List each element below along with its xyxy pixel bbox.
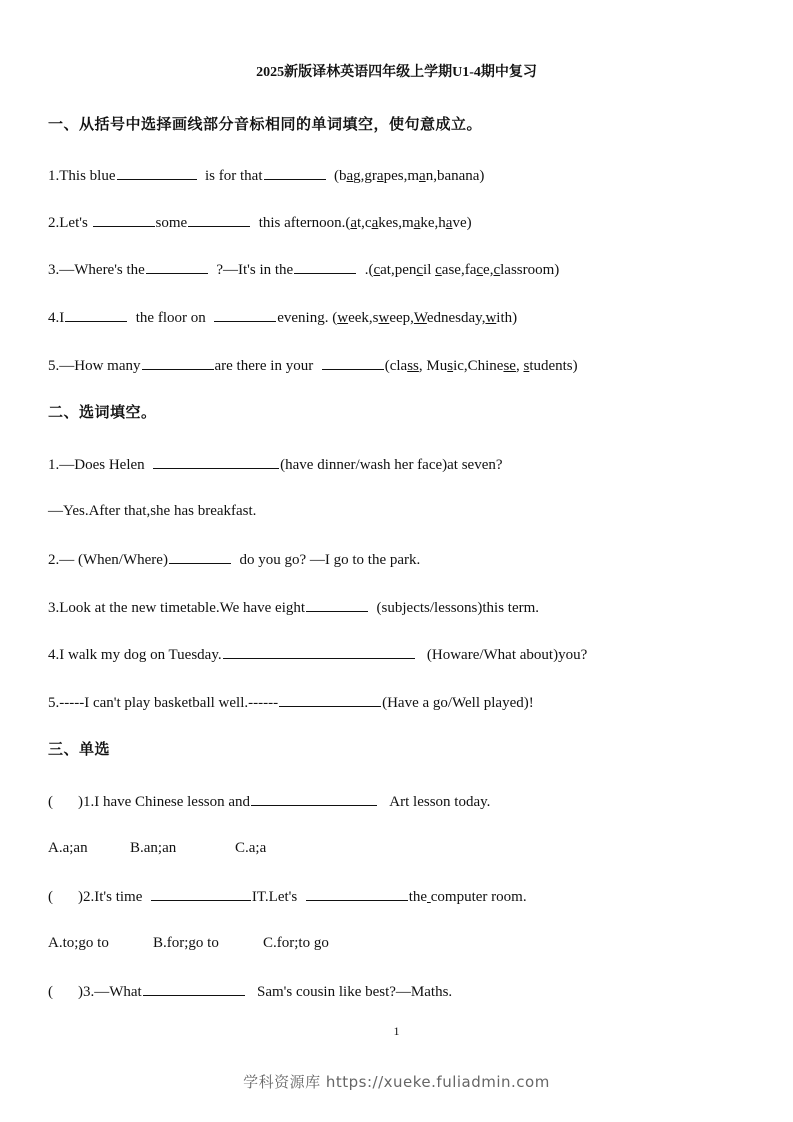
option-a[interactable]: A.to;go to <box>48 935 109 951</box>
s1q2-text: some <box>155 215 188 231</box>
s1-question-5 <box>48 354 578 376</box>
s1q5-options: (class, Music,Chinese, students) <box>384 358 578 374</box>
answer-blank[interactable] <box>322 354 384 370</box>
option-c[interactable]: C.for;to go <box>263 935 329 951</box>
answer-blank[interactable] <box>188 211 250 227</box>
s3-question-1 <box>48 790 490 812</box>
s2-question-1-answer: —Yes.After that,she has breakfast. <box>48 503 257 519</box>
s2q3-options: (subjects/lessons)this term. <box>376 600 540 616</box>
s1q5-text: 5.—How many <box>48 358 141 374</box>
s3-question-3 <box>48 980 452 1002</box>
answer-blank[interactable] <box>143 980 245 996</box>
answer-blank[interactable] <box>169 548 231 564</box>
s2q4-text: 4.I walk my dog on Tuesday. <box>48 647 222 663</box>
s2q5-text: 5.-----I can't play basketball well.------ <box>48 695 279 711</box>
option-a[interactable]: A.a;an <box>48 840 88 856</box>
document-title: 2025新版译林英语四年级上学期U1-4期中复习 <box>256 65 537 80</box>
s1q5-text: are there in your <box>214 358 314 374</box>
option-b[interactable]: B.an;an <box>130 840 177 856</box>
s1q3-text: ?—It's in the <box>216 262 294 278</box>
s2-question-5 <box>48 691 534 713</box>
s1q3-text: 3.—Where's the <box>48 262 145 278</box>
s1q1-options: (bag,grapes,man,banana) <box>334 168 485 184</box>
answer-paren[interactable]: ( <box>48 984 53 1000</box>
answer-blank[interactable] <box>142 354 214 370</box>
s1q4-options: evening. (week,sweep,Wednesday,with) <box>277 310 518 326</box>
s3q2-text: )2.It's time <box>78 889 143 905</box>
section-3-heading: 三、单选 <box>48 740 111 758</box>
s2q3-text: 3.Look at the new timetable.We have eight <box>48 600 306 616</box>
answer-blank[interactable] <box>153 453 279 469</box>
answer-paren[interactable]: ( <box>48 889 53 905</box>
answer-blank[interactable] <box>146 258 208 274</box>
s3q3-text: )3.—What <box>78 984 142 1000</box>
answer-blank[interactable] <box>294 258 356 274</box>
s1-question-3 <box>48 258 559 280</box>
answer-blank[interactable] <box>223 643 415 659</box>
s2q5-options: (Have a go/Well played)! <box>382 695 534 711</box>
option-b[interactable]: B.for;go to <box>153 935 219 951</box>
s3q3-text: Sam's cousin like best?—Maths. <box>256 984 453 1000</box>
s2-question-1 <box>48 453 503 475</box>
page-number: 1 <box>393 1024 400 1038</box>
s1q4-text: the floor on <box>135 310 206 326</box>
s1q4-text: 4.I <box>48 310 65 326</box>
s2q1-text: 1.—Does Helen <box>48 457 145 473</box>
answer-blank[interactable] <box>306 885 408 901</box>
answer-blank[interactable] <box>93 211 155 227</box>
s3q1-text: Art lesson today. <box>389 794 491 810</box>
s2-question-3 <box>48 596 539 618</box>
option-c[interactable]: C.a;a <box>235 840 267 856</box>
s3q1-text: )1.I have Chinese lesson and <box>78 794 251 810</box>
s2q4-options: (Howare/What about)you? <box>426 647 588 663</box>
answer-blank[interactable] <box>251 790 377 806</box>
answer-blank[interactable] <box>306 596 368 612</box>
section-1-heading: 一、从括号中选择画线部分音标相同的单词填空，使句意成立。 <box>48 115 483 133</box>
s3-question-2-options <box>48 933 329 953</box>
footer-watermark: 学科资源库 https://xueke.fuliadmin.com <box>243 1073 550 1091</box>
s1q2-options: this afternoon.(at,cakes,make,have) <box>258 215 472 231</box>
s2-question-4 <box>48 643 587 665</box>
answer-paren[interactable]: ( <box>48 794 53 810</box>
s1q3-options: .(cat,pencil case,face,classroom) <box>364 262 560 278</box>
s3-question-1-options <box>48 838 266 858</box>
s1-question-1 <box>48 164 484 186</box>
s1q1-text: 1.This blue <box>48 168 116 184</box>
answer-blank[interactable] <box>279 691 381 707</box>
answer-blank[interactable] <box>65 306 127 322</box>
answer-blank[interactable] <box>151 885 251 901</box>
s2-question-2 <box>48 548 420 570</box>
answer-blank[interactable] <box>117 164 197 180</box>
s3q2-text: the computer room. <box>408 889 527 905</box>
s1q1-text: is for that <box>205 168 263 184</box>
section-2-heading: 二、选词填空。 <box>48 403 157 421</box>
s1-question-4 <box>48 306 517 328</box>
s2q2-text: do you go? —I go to the park. <box>239 552 421 568</box>
answer-blank[interactable] <box>214 306 276 322</box>
s2q2-options: 2.— (When/Where) <box>48 552 168 568</box>
s1-question-2 <box>48 211 472 233</box>
s3q2-text: IT.Let's <box>251 889 298 905</box>
answer-blank[interactable] <box>264 164 326 180</box>
s1q2-text: 2.Let's <box>48 215 88 231</box>
s2q1-options: (have dinner/wash her face)at seven? <box>280 457 503 473</box>
s3-question-2 <box>48 885 527 907</box>
